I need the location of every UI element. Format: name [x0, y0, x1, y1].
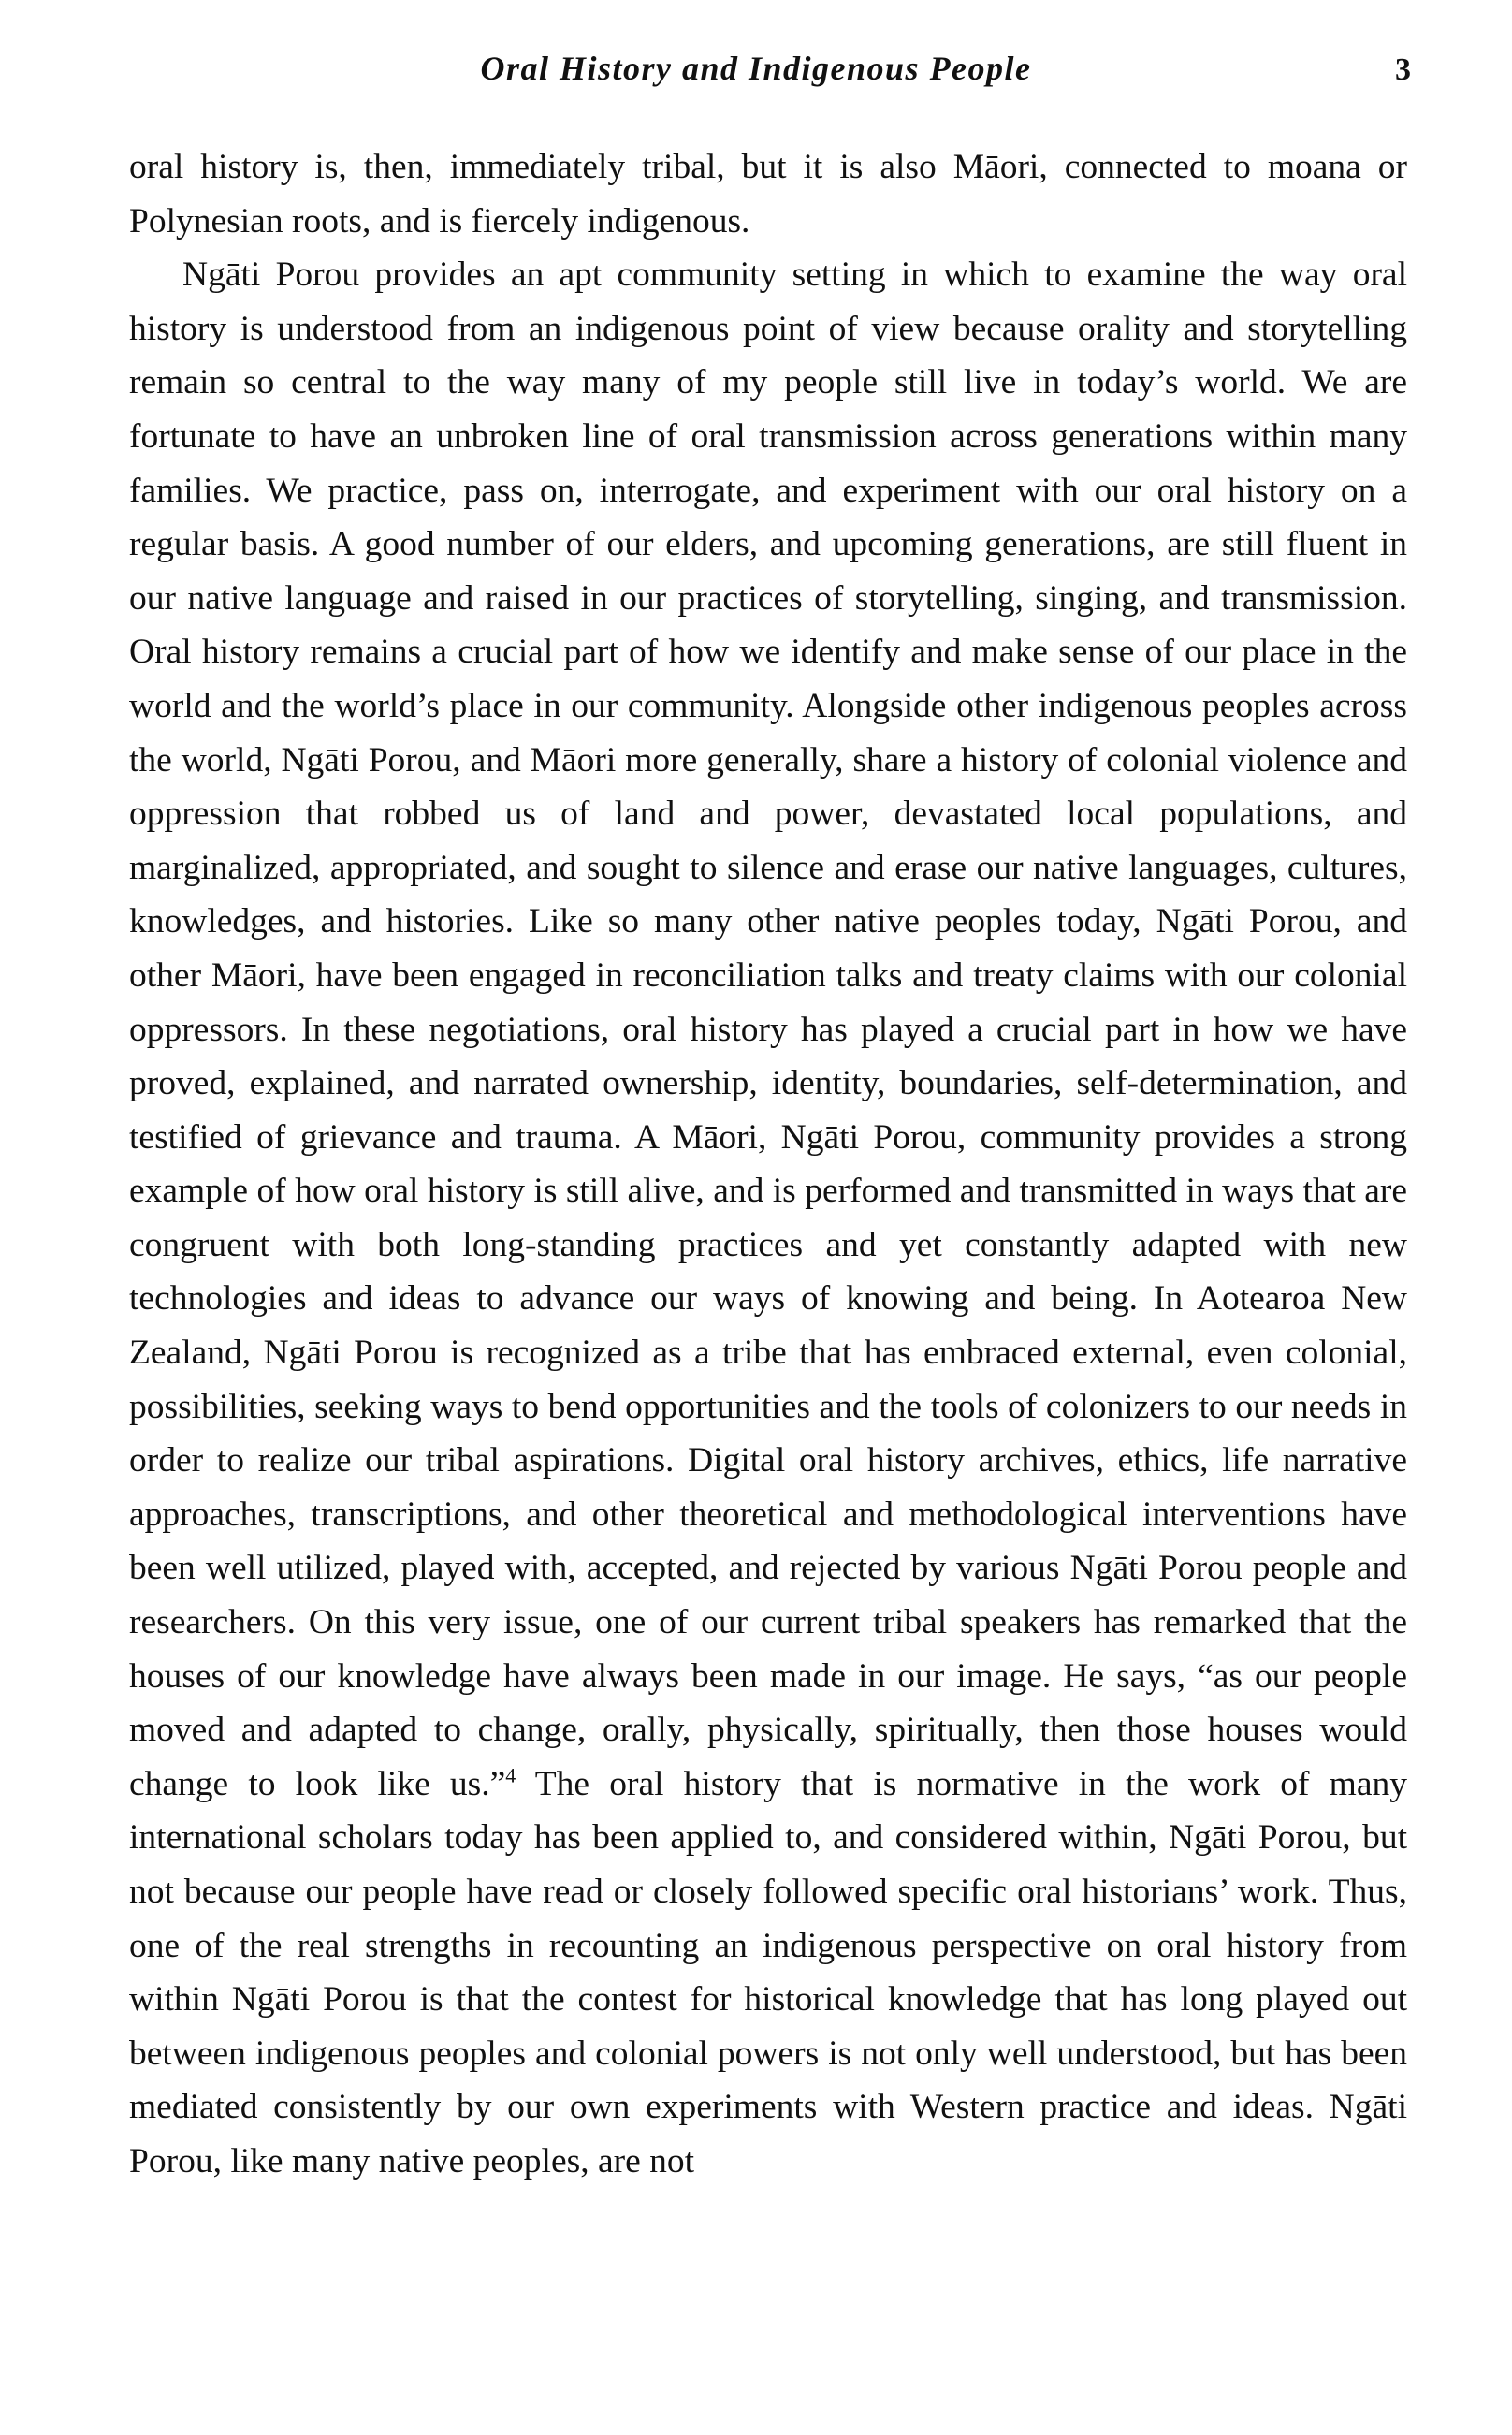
body-text: [129, 140, 1407, 2189]
paragraph-1-text: oral history is, then, immediately tribal, but it is also Māori, connected to moana or Polynesian roots, and is fiercely indigenous.: [129, 148, 1407, 241]
running-header: [0, 49, 1512, 105]
page-number: 3: [1395, 52, 1411, 87]
paragraph-continued: [129, 140, 1407, 248]
paragraph-2-text-a: Ngāti Porou provides an apt community setting in which to examine the way oral history is understood from an indigenous point of view because orality and storytelling remain so central to the way many of my people still live in today’s world. We are fortunate to have an unbroken line of oral transmission across generations within many families. We practice, pass on, interrogate, and experiment with our oral history on a regular basis. A good number of our elders, and upcoming generations, are still fluent in our native language and raised in our practices of storytelling, singing, and transmission. Oral history remains a crucial part of how we identify and make sense of our place in the world and the world’s place in our community. Alongside other indigenous peoples across the world, Ngāti Porou, and Māori more generally, share a history of colonial violence and oppression that robbed us of land and power, devastated local populations, and marginalized, appropriated, and sought to silence and erase our native languages, cultures, knowledges, and histories. Like so many other native peoples today, Ngāti Porou, and other Māori, have been engaged in reconciliation talks and treaty claims with our colonial oppressors. In these negotiations, oral history has played a crucial part in how we have proved, explained, and narrated ownership, identity, boundaries, self-determination, and testified of grievance and trauma. A Māori, Ngāti Porou, community provides a strong example of how oral history is still alive, and is performed and transmitted in ways that are congruent with both long-standing practices and yet constantly adapted with new technologies and ideas to advance our ways of knowing and being. In Aotearoa New Zealand, Ngāti Porou is recognized as a tribe that has embraced external, even colonial, possibilities, seeking ways to bend opportunities and the tools of colonizers to our needs in order to realize our tribal aspirations. Digital oral history archives, ethics, life narrative approaches, transcriptions, and other theoretical and methodological interventions have been well utilized, played with, accepted, and rejected by various Ngāti Porou people and researchers. On this very issue, one of our current tribal speakers has remarked that the houses of our knowledge have always been made in our image. He says, “as our people moved and adapted to change, orally, physically, spiritually, then those houses would change to look like us.”: [129, 255, 1407, 1803]
footnote-marker: 4: [505, 1763, 516, 1787]
paragraph-main: [129, 248, 1407, 2188]
paragraph-2-text-b: The oral history that is normative in the work of many international scholars today has been applied to, and considered within, Ngāti Porou, but not because our people have read or closely followed specific oral historians’ work. Thus, one of the real strengths in recounting an indigenous perspective on oral history from within Ngāti Porou is that the contest for historical knowledge that has long played out between indigenous peoples and colonial powers is not only well understood, but has been mediated consistently by our own experiments with Western practice and ideas. Ngāti Porou, like many native peoples, are not: [129, 1764, 1407, 2180]
running-title: Oral History and Indigenous People: [480, 50, 1032, 87]
